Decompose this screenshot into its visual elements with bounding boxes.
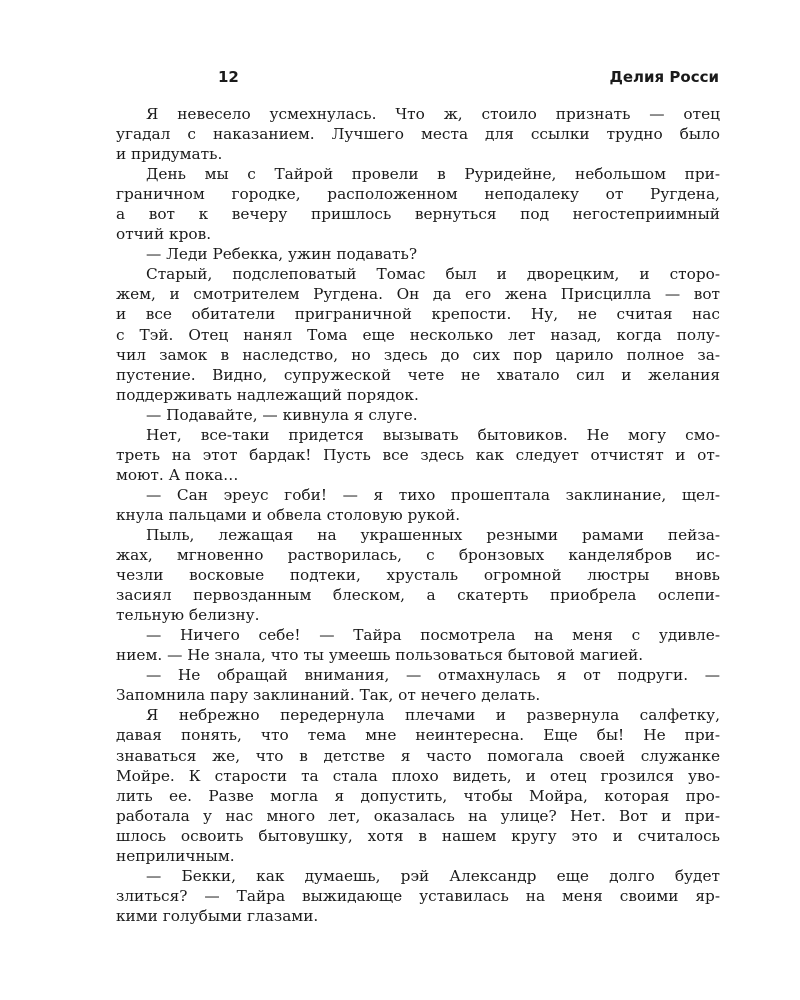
text-line: злиться? — Тайра выжидающе уставилась на меня своими яр- <box>116 886 720 905</box>
text-line: лить ее. Разве могла я допустить, чтобы Мойра, которая про- <box>116 786 720 805</box>
body-text <box>116 104 720 926</box>
text-line: пустение. Видно, супружеской чете не хватало сил и желания <box>116 365 720 384</box>
text-line: и придумать. <box>116 145 223 164</box>
text-line: Мойре. К старости та стала плохо видеть, и отец грозился уво- <box>116 766 720 785</box>
text-line: с Тэй. Отец нанял Тома еще несколько лет назад, когда полу- <box>116 325 720 344</box>
text-line: треть на этот бардак! Пусть все здесь как следует отчистят и от- <box>116 445 720 464</box>
text-line: тельную белизну. <box>116 606 260 625</box>
text-line: кими голубыми глазами. <box>116 906 319 925</box>
text-line: работала у нас много лет, оказалась на улице? Нет. Вот и при- <box>116 806 720 825</box>
text-line: знаваться же, что в детстве я часто помогала своей служанке <box>116 746 720 765</box>
text-line: неприличным. <box>116 846 235 865</box>
text-line: жах, мгновенно растворилась, с бронзовых канделябров ис- <box>116 546 720 565</box>
text-line: Я невесело усмехнулась. Что ж, стоило признать — отец <box>146 105 720 123</box>
text-line: а вот к вечеру пришлось вернуться под негостеприимный <box>116 205 720 224</box>
text-line: Запомнила пару заклинаний. Так, от нечего делать. <box>116 686 541 705</box>
running-head <box>142 68 722 88</box>
text-line: Я небрежно передернула плечами и развернула салфетку, <box>146 706 720 725</box>
text-line: День мы с Тайрой провели в Руридейне, небольшом при- <box>146 165 720 184</box>
text-line: — Подавайте, — кивнула я слуге. <box>146 405 418 424</box>
text-line: угадал с наказанием. Лучшего места для ссылки трудно было <box>116 125 720 144</box>
text-line: — Бекки, как думаешь, рэй Александр еще долго будет <box>146 866 720 885</box>
text-line: — Сан эреус гоби! — я тихо прошептала заклинание, щел- <box>146 485 720 504</box>
text-line: — Ничего себе! — Тайра посмотрела на меня с удивле- <box>146 626 720 645</box>
text-line: кнула пальцами и обвела столовую рукой. <box>116 505 461 524</box>
text-line: чил замок в наследство, но здесь до сих пор царило полное за- <box>116 345 720 364</box>
book-title: Делия Росси <box>609 68 719 86</box>
text-line: Нет, все-таки придется вызывать бытовиков. Не могу смо- <box>146 425 720 444</box>
text-line: шлось освоить бытовушку, хотя в нашем кругу это и считалось <box>116 826 720 845</box>
text-line: нием. — Не знала, что ты умеешь пользоваться бытовой магией. <box>116 646 644 665</box>
text-line: граничном городке, расположенном неподалеку от Ругдена, <box>116 185 720 204</box>
text-line: поддерживать надлежащий порядок. <box>116 385 419 404</box>
text-line: засиял первозданным блеском, а скатерть приобрела ослепи- <box>116 586 720 605</box>
text-line: давая понять, что тема мне неинтересна. Еще бы! Не при- <box>116 726 720 745</box>
text-line: отчий кров. <box>116 225 212 244</box>
text-line: жем, и смотрителем Ругдена. Он да его жена Присцилла — вот <box>116 285 720 304</box>
text-line: — Не обращай внимания, — отмахнулась я от подруги. — <box>146 666 720 685</box>
text-line: Пыль, лежащая на украшенных резными рамами пейза- <box>146 525 720 544</box>
text-line: моют. А пока… <box>116 465 239 484</box>
text-line: Старый, подслеповатый Томас был и дворецким, и сторо- <box>146 265 720 284</box>
page-number: 12 <box>218 68 239 86</box>
text-line: чезли восковые подтеки, хрусталь огромной люстры вновь <box>116 566 720 585</box>
text-line: — Леди Ребекка, ужин подавать? <box>146 245 418 264</box>
text-line: и все обитатели приграничной крепости. Ну, не считая нас <box>116 305 720 324</box>
